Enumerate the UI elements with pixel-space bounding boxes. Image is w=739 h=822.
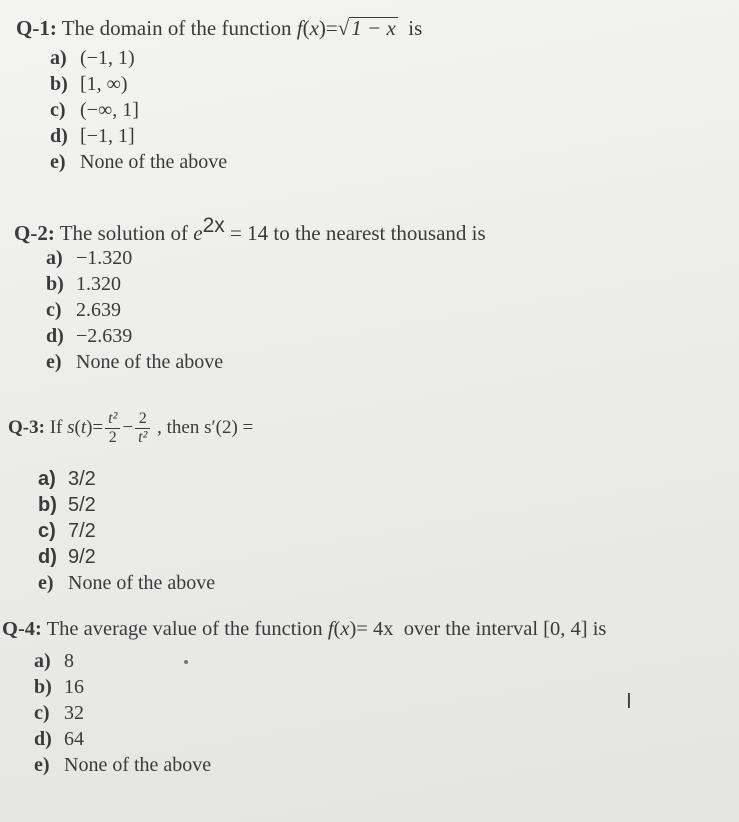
option-letter: c) bbox=[38, 520, 56, 542]
option-text: 16 bbox=[64, 676, 84, 698]
fraction-numerator: t² bbox=[105, 410, 120, 429]
option-letter: e) bbox=[38, 572, 54, 594]
stem-text: The solution of bbox=[59, 221, 189, 245]
option-letter: b) bbox=[46, 273, 64, 295]
question-stem: Q-1: The domain of the function f(x)=√1 − x is bbox=[16, 16, 423, 40]
option-a[interactable] bbox=[50, 45, 227, 71]
option-list bbox=[34, 648, 211, 778]
option-text: [−1, 1] bbox=[80, 125, 135, 147]
option-text: None of the above bbox=[76, 351, 224, 373]
stem-text: If bbox=[49, 416, 63, 438]
option-text: None of the above bbox=[68, 572, 216, 594]
stem-text-end: = 14 to the nearest thousand is bbox=[230, 221, 486, 245]
function-name: f bbox=[327, 618, 334, 640]
option-a[interactable] bbox=[38, 466, 215, 492]
option-d[interactable] bbox=[46, 323, 223, 349]
option-letter: d) bbox=[38, 546, 57, 568]
option-letter: e) bbox=[46, 351, 62, 373]
option-b[interactable] bbox=[34, 674, 211, 700]
option-letter: b) bbox=[38, 494, 57, 516]
stem-text-end: , then s′(2) = bbox=[157, 416, 254, 438]
option-text: [1, ∞) bbox=[80, 73, 128, 95]
stem-text: The average value of the function bbox=[46, 618, 323, 640]
option-list bbox=[38, 466, 215, 596]
function-variable: x bbox=[340, 618, 350, 640]
fraction-2 bbox=[135, 410, 150, 447]
option-letter: c) bbox=[34, 702, 50, 724]
option-text: 5/2 bbox=[68, 494, 96, 516]
option-letter: a) bbox=[34, 650, 51, 672]
option-c[interactable] bbox=[34, 700, 211, 726]
stem-text: The domain of the function bbox=[61, 16, 292, 40]
option-letter: e) bbox=[50, 151, 66, 173]
function-name: s bbox=[67, 416, 75, 438]
sqrt-radicand: 1 − x bbox=[351, 16, 396, 40]
exponent: 2x bbox=[202, 214, 225, 237]
option-e[interactable] bbox=[46, 349, 223, 375]
option-list bbox=[50, 45, 227, 175]
function-variable: x bbox=[309, 16, 319, 40]
fraction-denominator: 2 bbox=[108, 429, 117, 446]
question-stem: Q-3: If s(t)= $\frac{\text{t²}}{2}$ − $\frac{2}{\text{t²}}$ , then s′(2) = bbox=[8, 410, 254, 446]
option-e[interactable] bbox=[50, 149, 227, 175]
option-b[interactable] bbox=[50, 71, 227, 97]
option-text: 2.639 bbox=[76, 299, 121, 321]
option-text: 8 bbox=[64, 650, 74, 672]
option-text: 3/2 bbox=[68, 468, 96, 490]
exponential-base: e bbox=[193, 221, 203, 245]
option-letter: d) bbox=[50, 125, 68, 147]
option-c[interactable] bbox=[46, 297, 223, 323]
question-stem: Q-4: The average value of the function f(x)= 4x over the interval [0, 4] is bbox=[2, 618, 607, 640]
equals-sign: = bbox=[325, 16, 338, 40]
option-letter: a) bbox=[38, 468, 56, 490]
option-letter: c) bbox=[46, 299, 62, 321]
option-e[interactable] bbox=[34, 752, 211, 778]
option-list bbox=[46, 245, 223, 375]
question-stem bbox=[14, 214, 486, 246]
question-label: Q-1: bbox=[16, 16, 57, 40]
option-b[interactable] bbox=[38, 492, 215, 518]
option-text: 9/2 bbox=[68, 546, 96, 568]
option-letter: a) bbox=[46, 247, 63, 269]
fraction-denominator: t² bbox=[138, 429, 148, 446]
option-c[interactable] bbox=[38, 518, 215, 544]
option-text: −1.320 bbox=[76, 247, 133, 269]
function-variable: t bbox=[80, 416, 87, 438]
option-text: None of the above bbox=[64, 754, 212, 776]
option-letter: b) bbox=[50, 73, 68, 95]
option-text: 1.320 bbox=[76, 273, 121, 295]
option-letter: c) bbox=[50, 99, 66, 121]
square-root bbox=[338, 16, 398, 41]
function-name: f bbox=[296, 16, 303, 40]
option-letter: d) bbox=[34, 728, 52, 750]
stem-text-end: over the interval [0, 4] is bbox=[403, 618, 607, 640]
option-text: (−1, 1) bbox=[80, 47, 135, 69]
option-d[interactable] bbox=[38, 544, 215, 570]
option-text: 64 bbox=[64, 728, 84, 750]
option-b[interactable] bbox=[46, 271, 223, 297]
minus-sign: − bbox=[122, 416, 134, 438]
option-letter: a) bbox=[50, 47, 67, 69]
option-e[interactable] bbox=[38, 570, 215, 596]
option-letter: d) bbox=[46, 325, 64, 347]
question-label: Q-4: bbox=[2, 618, 42, 640]
option-text: (−∞, 1] bbox=[80, 99, 139, 121]
stem-text-end: is bbox=[408, 16, 423, 40]
option-letter: e) bbox=[34, 754, 50, 776]
function-rhs: = 4x bbox=[356, 618, 394, 640]
fraction-1 bbox=[105, 410, 120, 447]
question-label: Q-2: bbox=[14, 221, 55, 245]
question-label: Q-3: bbox=[8, 416, 45, 438]
text-cursor-icon: I bbox=[626, 689, 632, 713]
option-a[interactable] bbox=[46, 245, 223, 271]
option-c[interactable] bbox=[50, 97, 227, 123]
option-text: 32 bbox=[64, 702, 84, 724]
option-text: None of the above bbox=[80, 151, 228, 173]
option-letter: b) bbox=[34, 676, 52, 698]
option-d[interactable] bbox=[50, 123, 227, 149]
sqrt-symbol: √ bbox=[337, 16, 350, 40]
option-text: −2.639 bbox=[76, 325, 133, 347]
option-text: 7/2 bbox=[68, 520, 96, 542]
stray-dot bbox=[184, 660, 188, 664]
equals-sign: = bbox=[92, 416, 104, 438]
option-d[interactable] bbox=[34, 726, 211, 752]
fraction-numerator: 2 bbox=[135, 410, 150, 429]
